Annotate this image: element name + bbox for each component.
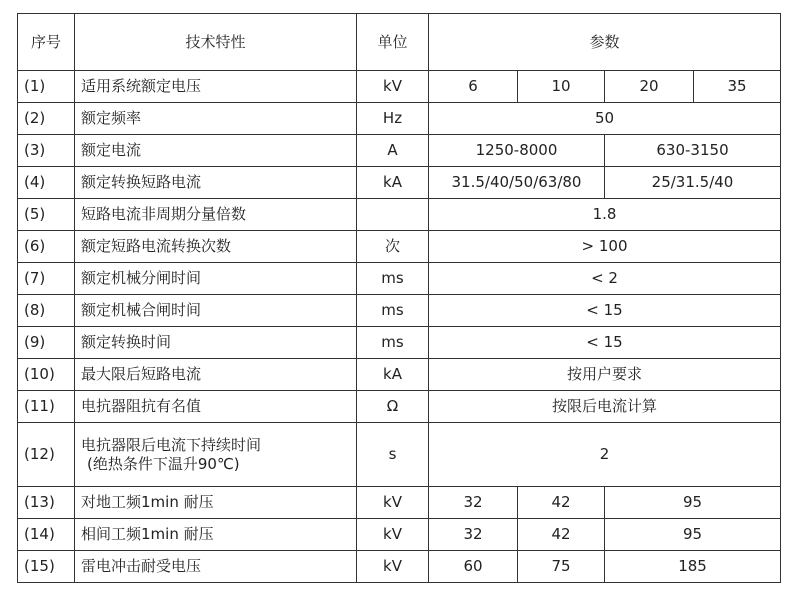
row-value: 20 — [605, 71, 694, 103]
row-unit: kV — [357, 519, 429, 551]
row-value: 95 — [605, 487, 781, 519]
row-no: (8) — [18, 295, 75, 327]
row-unit: kA — [357, 167, 429, 199]
row-feature: 最大限后短路电流 — [75, 359, 357, 391]
row-feature-line2: (绝热条件下温升90℃) — [87, 454, 240, 473]
row-value: 1.8 — [429, 199, 781, 231]
row-no: (14) — [18, 519, 75, 551]
row-no: (1) — [18, 71, 75, 103]
row-value: 10 — [518, 71, 605, 103]
row-value: 6 — [429, 71, 518, 103]
table-row — [18, 487, 781, 519]
row-no: (15) — [18, 551, 75, 583]
table-row — [18, 551, 781, 583]
header-unit: 单位 — [357, 14, 429, 71]
row-value: 60 — [429, 551, 518, 583]
row-unit: kV — [357, 487, 429, 519]
row-feature — [75, 423, 357, 487]
row-feature-line1: 电抗器限后电流下持续时间 — [81, 435, 262, 454]
row-no: (11) — [18, 391, 75, 423]
row-no: (10) — [18, 359, 75, 391]
row-unit: Hz — [357, 103, 429, 135]
row-no: (13) — [18, 487, 75, 519]
row-value: 1250-8000 — [429, 135, 605, 167]
row-feature: 额定机械合闸时间 — [75, 295, 357, 327]
row-feature: 额定机械分闸时间 — [75, 263, 357, 295]
row-no: (12) — [18, 423, 75, 487]
row-value: 31.5/40/50/63/80 — [429, 167, 605, 199]
row-value: 35 — [694, 71, 781, 103]
row-unit: ms — [357, 263, 429, 295]
row-value: 75 — [518, 551, 605, 583]
row-value: 32 — [429, 487, 518, 519]
spec-table — [17, 13, 781, 583]
row-value: 32 — [429, 519, 518, 551]
row-unit: kV — [357, 71, 429, 103]
table-row — [18, 167, 781, 199]
table-row — [18, 71, 781, 103]
table-row — [18, 103, 781, 135]
row-unit: kA — [357, 359, 429, 391]
row-no: (5) — [18, 199, 75, 231]
row-feature: 额定转换时间 — [75, 327, 357, 359]
header-feature: 技术特性 — [75, 14, 357, 71]
row-value: 按限后电流计算 — [429, 391, 781, 423]
row-feature: 相间工频1min 耐压 — [75, 519, 357, 551]
row-unit — [357, 199, 429, 231]
table-row — [18, 295, 781, 327]
row-feature: 额定频率 — [75, 103, 357, 135]
row-feature: 雷电冲击耐受电压 — [75, 551, 357, 583]
row-no: (4) — [18, 167, 75, 199]
row-value: > 100 — [429, 231, 781, 263]
row-value: 25/31.5/40 — [605, 167, 781, 199]
row-value: 42 — [518, 519, 605, 551]
row-value: < 15 — [429, 295, 781, 327]
row-unit: kV — [357, 551, 429, 583]
row-feature: 电抗器阻抗有名值 — [75, 391, 357, 423]
row-feature: 适用系统额定电压 — [75, 71, 357, 103]
row-unit: ms — [357, 295, 429, 327]
header-no: 序号 — [18, 14, 75, 71]
table-row — [18, 423, 781, 487]
row-unit: 次 — [357, 231, 429, 263]
row-no: (2) — [18, 103, 75, 135]
row-value: < 15 — [429, 327, 781, 359]
row-feature: 额定短路电流转换次数 — [75, 231, 357, 263]
table-row — [18, 263, 781, 295]
row-unit: Ω — [357, 391, 429, 423]
row-no: (9) — [18, 327, 75, 359]
table-row — [18, 135, 781, 167]
header-row — [18, 14, 781, 71]
row-value: 50 — [429, 103, 781, 135]
row-unit: s — [357, 423, 429, 487]
row-unit: A — [357, 135, 429, 167]
table-row — [18, 199, 781, 231]
row-feature: 额定电流 — [75, 135, 357, 167]
row-value: 95 — [605, 519, 781, 551]
header-params: 参数 — [429, 14, 781, 71]
table-row — [18, 231, 781, 263]
row-feature: 对地工频1min 耐压 — [75, 487, 357, 519]
row-feature: 额定转换短路电流 — [75, 167, 357, 199]
table-row — [18, 391, 781, 423]
row-value: 按用户要求 — [429, 359, 781, 391]
row-no: (3) — [18, 135, 75, 167]
row-value: 42 — [518, 487, 605, 519]
row-unit: ms — [357, 327, 429, 359]
row-feature: 短路电流非周期分量倍数 — [75, 199, 357, 231]
table-row — [18, 327, 781, 359]
row-value: 630-3150 — [605, 135, 781, 167]
row-no: (6) — [18, 231, 75, 263]
table-row — [18, 519, 781, 551]
row-no: (7) — [18, 263, 75, 295]
row-value: 185 — [605, 551, 781, 583]
table-row — [18, 359, 781, 391]
row-value: < 2 — [429, 263, 781, 295]
row-value: 2 — [429, 423, 781, 487]
